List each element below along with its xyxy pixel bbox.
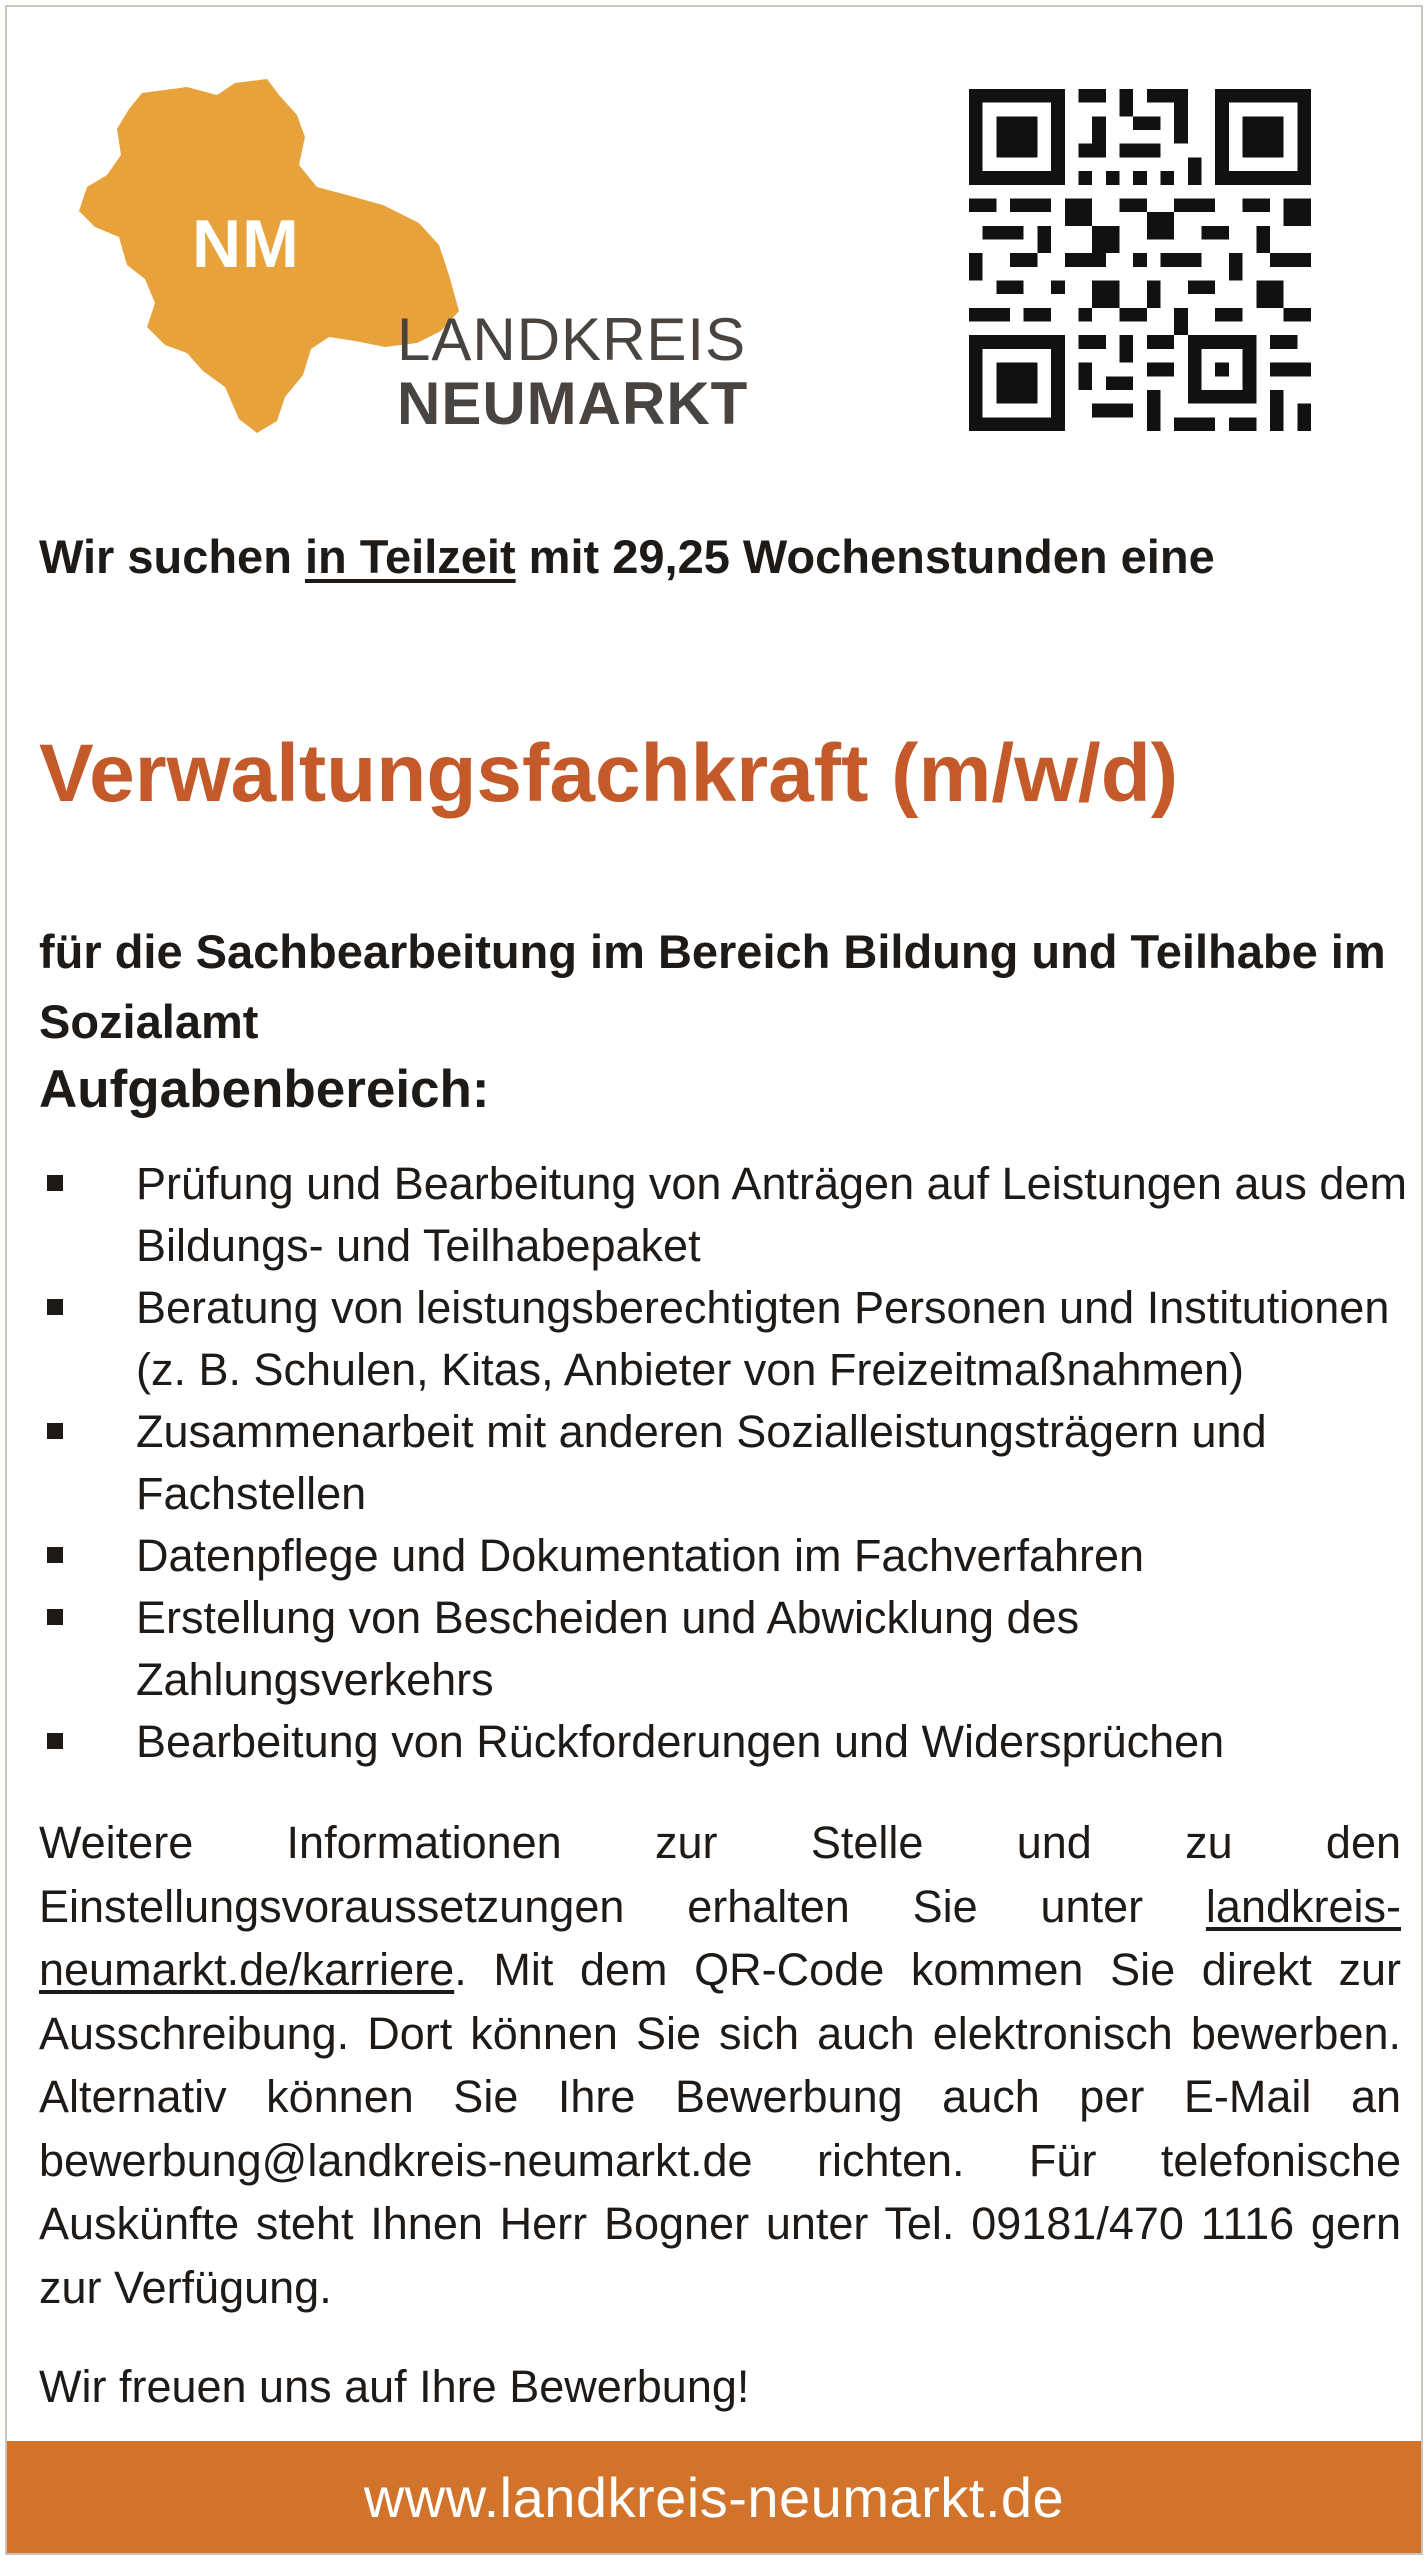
info-text-2: . Mit dem QR-Code kommen Sie direkt zur Ausschreibung. Dort können Sie sich auch elektronisch bewerben. Alternativ können Sie Ihre Bewerbung auch per E-Mail an bewerbung@landkreis-neumarkt.de richten. Für telefonische Auskünfte steht Ihnen Herr Bogner unter Tel. 09181/470 1116 gern zur Verfügung. (39, 1944, 1401, 2313)
task-text: Prüfung und Bearbeitung von Anträgen auf Leistungen aus dem Bildungs- und Teilhabepaket (136, 1158, 1407, 1271)
logo-text-neumarkt: NEUMARKT (397, 370, 749, 437)
bullet-icon (47, 1733, 63, 1749)
task-text: Bearbeitung von Rückforderungen und Widersprüchen (136, 1716, 1225, 1767)
bullet-icon (47, 1299, 63, 1315)
landkreis-logo (67, 75, 757, 445)
task-text: Beratung von leistungsberechtigten Personen und Institutionen (z. B. Schulen, Kitas, Anbieter von Freizeitmaßnahmen) (136, 1282, 1390, 1395)
bullet-icon (47, 1423, 63, 1439)
intro-part1: Wir suchen (39, 530, 305, 583)
list-item (39, 1525, 1409, 1587)
bullet-icon (47, 1547, 63, 1563)
intro-part2: mit 29,25 Wochenstunden eine (515, 530, 1215, 583)
footer-bar (7, 2441, 1421, 2553)
intro-emphasis-part-time: in Teilzeit (304, 530, 516, 583)
footer-website-link[interactable]: www.landkreis-neumarkt.de (363, 2465, 1065, 2529)
task-text: Zusammenarbeit mit anderen Sozialleistungsträgern und Fachstellen (136, 1406, 1267, 1519)
job-advertisement (5, 5, 1423, 2555)
career-link[interactable]: landkreis-neumarkt.de/karriere (39, 1880, 1401, 1995)
task-text: Erstellung von Bescheiden und Abwicklung des Zahlungsverkehrs (136, 1592, 1080, 1705)
list-item (39, 1401, 1409, 1525)
list-item (39, 1277, 1409, 1401)
closing-text: Wir freuen uns auf Ihre Bewerbung! (39, 2361, 750, 2412)
list-item (39, 1153, 1409, 1277)
logo-abbreviation: NM (192, 206, 300, 282)
info-paragraph (39, 1811, 1401, 2319)
tasks-heading: Aufgabenbereich: (39, 1060, 490, 1119)
qr-code-icon[interactable] (969, 89, 1311, 431)
bullet-icon (47, 1175, 63, 1191)
task-list (39, 1153, 1409, 1773)
department-subtitle: für die Sachbearbeitung im Bereich Bildung und Teilhabe im Sozialamt (39, 925, 1386, 1048)
list-item (39, 1587, 1409, 1711)
job-title: Verwaltungsfachkraft (m/w/d) (39, 728, 1179, 819)
intro-text (39, 522, 1339, 592)
task-text: Datenpflege und Dokumentation im Fachverfahren (136, 1530, 1145, 1581)
bullet-icon (47, 1609, 63, 1625)
info-text-1: Weitere Informationen zur Stelle und zu den Einstellungsvoraussetzungen erhalten Sie unter (39, 1817, 1401, 1932)
logo-text-landkreis: LANDKREIS (397, 306, 747, 373)
list-item (39, 1711, 1409, 1773)
